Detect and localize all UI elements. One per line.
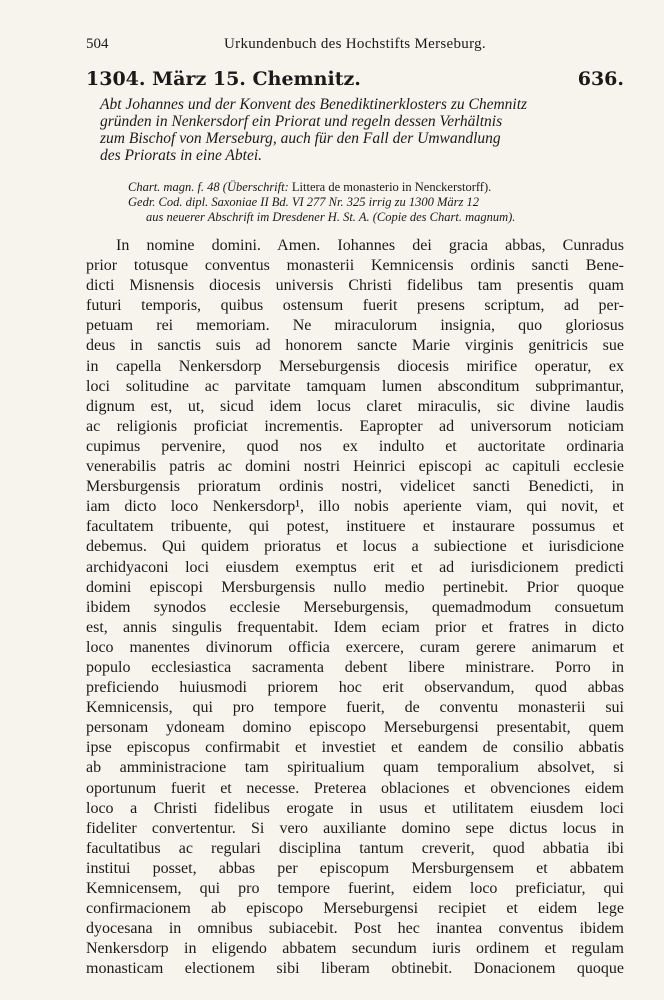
text-line: monasticam electionem sibi liberam obtinebit. Donacionem quoque	[86, 960, 624, 978]
text-line: ac religionis proficiat incrementis. Eapropter ad universorum noticiam	[86, 417, 624, 435]
text-line: fideliter convertentur. Si vero auxiliante domino sepe dictus locus in	[86, 819, 624, 837]
text-line: cupimus pervenire, quod nos ex indulto et auctoritate ordinaria	[86, 437, 624, 455]
text-line: domini episcopi Mersburgensis nullo medio pertinebit. Prior quoque	[86, 578, 624, 596]
document-number: 636.	[577, 68, 624, 90]
text-line: personam ydoneam domino episcopo Merseburgensi presentabit, quem	[86, 719, 624, 737]
source-notes	[128, 180, 624, 225]
source-printed-line: aus neuerer Abschrift im Dresdener H. St. A. (Copie des Chart. magnum).	[146, 210, 516, 224]
running-header	[86, 36, 624, 56]
source-chart-line	[128, 180, 624, 195]
text-line: venerabilis patris ac domini nostri Heinrici episcopi ac capituli ecclesie	[86, 458, 624, 476]
regest-line: des Priorats in eine Abtei.	[100, 147, 263, 164]
text-line: facultatem tribuente, qui potest, instituere et instaurare possumus et	[86, 518, 624, 536]
text-line: confirmacionem ab episcopo Merseburgensi recipiet et eidem lege	[86, 900, 624, 918]
regest-line: Abt Johannes und der Konvent des Benediktinerklosters zu Chemnitz	[100, 96, 528, 113]
text-line: iam dicto loco Nenkersdorp¹, illo nobis aperiente viam, qui novit, et	[86, 498, 624, 516]
text-line: archidyaconi loci eiusdem exemptus erit et ad iurisdicionem predicti	[86, 558, 624, 576]
source-printed-line: Gedr. Cod. dipl. Saxoniae II Bd. VI 277 Nr. 325 irrig zu 1300 März 12	[128, 195, 480, 209]
text-line: loco manentes divinorum officia exercere, curam gerere animarum et	[86, 638, 624, 656]
text-line: dicti Misnensis diocesis universis Christi fidelibus tam presentis quam	[86, 277, 624, 295]
text-line: loco a Christi fidelibus erogate in usus et utilitatem eiusdem loci	[86, 799, 624, 817]
text-line: preficiendo huiusmodi priorem hoc erit observandum, quod abbas	[86, 679, 624, 697]
text-line: debemus. Qui quidem prioratus et locus a subiectione et iurisdicione	[86, 538, 624, 556]
text-line: oportunum fuerit et necesse. Preterea oblaciones et obvenciones eidem	[86, 779, 624, 797]
text-line: loci solitudine ac parvitate tamquam lumen absconditum subprimantur,	[86, 377, 624, 395]
document-date-place: 1304. März 15. Chemnitz.	[86, 68, 361, 90]
text-line: Kemnicensem, qui pro tempore fuerint, eidem loco preficiatur, qui	[86, 880, 624, 897]
text-line: futuri temporis, quibus ostensum fuerit presens scriptum, ad per-	[86, 297, 624, 315]
text-line: deus in sanctis suis ad honorem sancte Marie virginis genitricis sue	[86, 337, 624, 355]
text-line: Kemnicensis, qui pro tempore fuerit, de conventu monasterii sui	[86, 699, 624, 717]
text-line: dignum est, ut, sicud idem locus claret miraculis, sic divine laudis	[86, 397, 624, 415]
document-heading	[86, 68, 624, 94]
text-line: facultatibus ac regulari disciplina tantum creverit, quod abbatia ibi	[86, 839, 624, 857]
running-title: Urkundenbuch des Hochstifts Merseburg.	[224, 36, 486, 52]
charter-text	[86, 236, 624, 979]
text-line: ab amministracione tam spiritualium quam temporalium absolvet, si	[86, 759, 624, 777]
text-line: populo ecclesiastica sacramenta debent libere ministrare. Porro in	[86, 658, 624, 676]
regest	[100, 96, 622, 164]
text-line: In nomine domini. Amen. Iohannes dei gracia abbas, Cunradus	[116, 237, 624, 254]
text-line: Nenkersdorp in eligendo abbatem secundum iuris ordinem et regulam	[86, 940, 624, 958]
source-chart-caption: Littera de monasterio in Nenckerstorff).	[288, 180, 492, 194]
source-chart-ref: Chart. magn. f. 48 (Überschrift:	[128, 180, 289, 194]
text-line: dyocesana in omnibus subiacebit. Post hec inantea conventus ibidem	[86, 920, 624, 938]
text-line: institui posset, abbas per episcopum Mersburgensem et abbatem	[86, 859, 624, 877]
text-line: petuam rei memoriam. Ne miraculorum insignia, quo gloriosus	[86, 317, 624, 335]
text-line: in capella Nenkersdorp Merseburgensis diocesis mirifice operatur, ex	[86, 357, 624, 375]
text-line: prior totusque conventus monasterii Kemnicensis ordinis sancti Bene-	[86, 257, 624, 275]
regest-line: gründen in Nenkersdorf ein Priorat und regeln dessen Verhältnis	[100, 113, 503, 130]
text-line: Mersburgensis prioratum ordinis nostri, videlicet sancti Benedicti, in	[86, 478, 624, 496]
page-number: 504	[86, 36, 109, 52]
text-line: est, annis singulis frequentabit. Idem eciam prior et fratres in dicto	[86, 618, 624, 636]
text-line: ibidem synodos ecclesie Merseburgensis, quemadmodum consuetum	[86, 598, 624, 616]
regest-line: zum Bischof von Merseburg, auch für den Fall der Umwandlung	[100, 130, 501, 147]
text-line: ipse episcopus confirmabit et investiet et eandem de consilio abbatis	[86, 739, 624, 757]
